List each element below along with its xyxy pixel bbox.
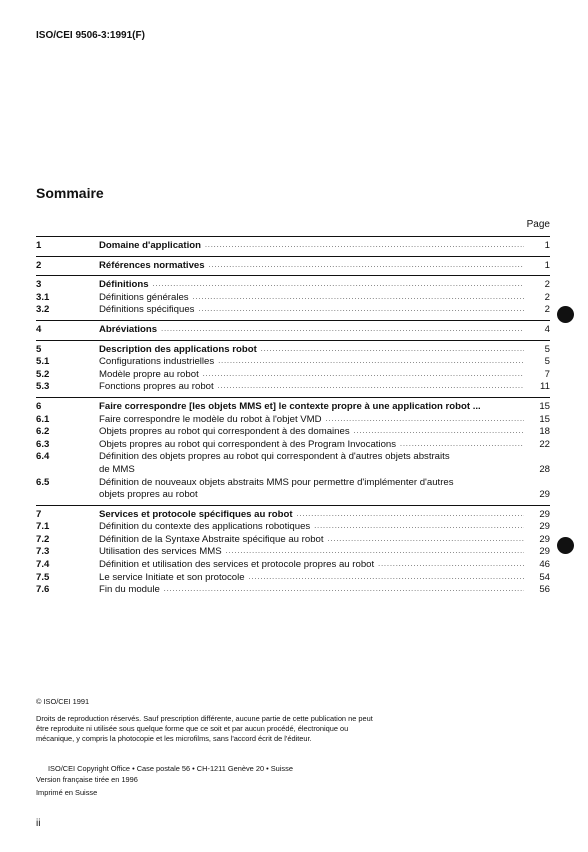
toc-entry-number: 7 (36, 508, 42, 520)
dot-leader (249, 572, 524, 585)
toc-group (36, 276, 550, 320)
dot-leader (378, 559, 524, 572)
toc-entry-page: 54 (539, 571, 550, 583)
toc-entry (36, 344, 550, 357)
toc-entry-page: 29 (539, 533, 550, 545)
toc-entry (36, 426, 550, 439)
toc-entry (36, 260, 550, 273)
toc-entry (36, 369, 550, 382)
toc-entry-page: 2 (544, 304, 550, 316)
toc-entry-number: 1 (36, 240, 42, 251)
dot-leader (198, 304, 524, 317)
toc-entry-number: 6 (36, 400, 42, 412)
toc-entry (36, 414, 550, 427)
copyright-office-address: ISO/CEI Copyright Office • Case postale 56 • CH-1211 Genève 20 • Suisse (48, 764, 293, 773)
toc-entry (36, 324, 550, 337)
toc-entry-number: 2 (36, 259, 42, 271)
toc-entry (36, 356, 550, 369)
toc-entry-page: 28 (539, 463, 550, 475)
dot-leader (218, 356, 524, 369)
dot-leader (153, 279, 524, 292)
toc-group (36, 341, 550, 397)
toc-entry (36, 401, 550, 414)
margin-mark (557, 537, 574, 554)
toc-entry-title: Définition des objets propres au robot qui correspondent à d'autres objets abstraits (99, 451, 450, 463)
dot-leader (354, 426, 524, 439)
dot-leader (314, 521, 524, 534)
toc-entry-number: 6.2 (36, 426, 50, 438)
toc-entry-number: 3 (36, 279, 42, 291)
toc-entry-title: Objets propres au robot qui correspondent à des domaines (99, 426, 350, 438)
toc-entry-title: Définition et utilisation des services et protocole propres au robot (99, 559, 375, 571)
toc-entry-page: 1 (544, 240, 550, 251)
rights-notice: Droits de reproduction réservés. Sauf prescription différente, aucune partie de cette publication ne peut être reproduite ni utilisée sous quelque forme que ce soit et par aucun procédé, électronique ou mécanique, y compris la photocopie et les microfilms, sans l'accord écrit de l'éditeur. (36, 714, 373, 743)
printed-in: Imprimé en Suisse (36, 788, 98, 797)
toc-entry-number: 6.3 (36, 438, 50, 450)
toc-entry (36, 477, 550, 490)
table-of-contents (36, 236, 550, 600)
toc-entry (36, 451, 550, 464)
toc-entry-page: 22 (539, 438, 550, 450)
toc-entry-page: 11 (540, 381, 550, 393)
toc-entry-title: Description des applications robot (99, 343, 257, 355)
toc-entry-title: Services et protocole spécifiques au robot (99, 508, 293, 520)
dot-leader (297, 509, 524, 522)
toc-entry-number: 3.1 (36, 291, 50, 303)
toc-entry-number: 5 (36, 343, 42, 355)
toc-entry-number: 7.4 (36, 559, 50, 571)
toc-group (36, 257, 550, 276)
toc-entry (36, 381, 550, 394)
page-number: ii (36, 818, 41, 829)
toc-entry (36, 439, 550, 452)
toc-entry-title: Objets propres au robot qui correspondent à des Program Invocations (99, 438, 397, 450)
toc-entry-number: 7.2 (36, 533, 50, 545)
toc-entry-continuation (36, 489, 550, 502)
toc-entry-page: 29 (539, 521, 550, 533)
toc-entry-page: 29 (539, 546, 550, 558)
toc-entry-title: Définition de la Syntaxe Abstraite spécifique au robot (99, 533, 324, 545)
toc-group (36, 237, 550, 256)
dot-leader (218, 381, 524, 394)
toc-entry-title: Le service Initiate et son protocole (99, 571, 245, 583)
dot-leader (164, 584, 524, 597)
dot-leader (226, 546, 524, 559)
toc-group (36, 321, 550, 340)
toc-entry-title: Utilisation des services MMS (99, 546, 222, 558)
toc-entry (36, 521, 550, 534)
toc-entry-title: Modèle propre au robot (99, 368, 199, 380)
toc-entry-number: 5.2 (36, 368, 50, 380)
toc-entry-title: Définition de nouveaux objets abstraits MMS pour permettre d'implémenter d'autres (99, 476, 454, 488)
toc-entry-page: 56 (539, 584, 550, 596)
toc-entry-title: Définitions (99, 279, 149, 291)
toc-entry (36, 546, 550, 559)
toc-entry-title: Domaine d'application (99, 240, 201, 251)
toc-entry-page: 15 (539, 413, 550, 425)
dot-leader (209, 260, 524, 273)
toc-entry-title: Faire correspondre [les objets MMS et] le contexte propre à une application robot ... (99, 400, 481, 412)
toc-entry-page: 18 (539, 426, 550, 438)
toc-entry-page: 1 (544, 259, 550, 271)
toc-entry-number: 7.6 (36, 584, 50, 596)
toc-entry-page: 46 (539, 559, 550, 571)
dot-leader (328, 534, 524, 547)
document-id: ISO/CEI 9506-3:1991(F) (36, 30, 145, 41)
toc-entry-number: 3.2 (36, 304, 50, 316)
dot-leader (261, 344, 524, 357)
toc-entry (36, 509, 550, 522)
toc-entry-title: Définitions spécifiques (99, 304, 195, 316)
toc-entry-title: Références normatives (99, 259, 205, 271)
toc-entry-title: Abréviations (99, 323, 158, 335)
toc-entry-number: 6.5 (36, 476, 50, 488)
dot-leader (205, 240, 524, 253)
toc-entry-title: Faire correspondre le modèle du robot à l'objet VMD (99, 413, 322, 425)
edition-note: Version française tirée en 1996 (36, 775, 138, 784)
toc-group (36, 506, 550, 600)
toc-entry-page: 29 (539, 489, 550, 501)
toc-entry-number: 6.4 (36, 451, 50, 463)
toc-entry (36, 559, 550, 572)
toc-entry (36, 292, 550, 305)
page-title: Sommaire (36, 185, 104, 201)
toc-entry-number: 7.1 (36, 521, 50, 533)
toc-entry-continuation (36, 464, 550, 477)
toc-entry-number: 4 (36, 323, 42, 335)
toc-entry-number: 7.3 (36, 546, 50, 558)
toc-entry-title: Définitions générales (99, 291, 189, 303)
toc-entry (36, 584, 550, 597)
toc-group (36, 398, 550, 505)
toc-entry-page: 2 (544, 291, 550, 303)
toc-entry-number: 7.5 (36, 571, 50, 583)
dot-leader (161, 324, 524, 337)
page-column-label: Page (526, 219, 550, 230)
toc-entry-page: 5 (544, 356, 550, 368)
dot-leader (203, 369, 524, 382)
toc-entry-page: 15 (539, 400, 550, 412)
dot-leader (326, 414, 524, 427)
toc-entry-page: 2 (544, 279, 550, 291)
toc-entry-title: Configurations industrielles (99, 356, 215, 368)
margin-mark (557, 306, 574, 323)
toc-entry-title: Définition du contexte des applications robotiques (99, 521, 311, 533)
toc-entry-number: 5.1 (36, 356, 50, 368)
toc-entry-title: Fonctions propres au robot (99, 381, 214, 393)
toc-entry-page: 4 (544, 323, 550, 335)
dot-leader (193, 292, 524, 305)
toc-entry (36, 279, 550, 292)
toc-entry (36, 534, 550, 547)
toc-entry-title-continued: de MMS (99, 463, 135, 475)
copyright-line: © ISO/CEI 1991 (36, 697, 90, 706)
dot-leader (400, 439, 524, 452)
toc-entry-title-continued: objets propres au robot (99, 489, 198, 501)
toc-entry-page: 7 (544, 368, 550, 380)
toc-entry (36, 240, 550, 253)
toc-entry-page: 5 (544, 343, 550, 355)
toc-entry-page: 29 (539, 508, 550, 520)
toc-entry (36, 572, 550, 585)
toc-entry-number: 5.3 (36, 381, 50, 393)
toc-entry-title: Fin du module (99, 584, 160, 596)
toc-entry-number: 6.1 (36, 413, 50, 425)
toc-entry (36, 304, 550, 317)
